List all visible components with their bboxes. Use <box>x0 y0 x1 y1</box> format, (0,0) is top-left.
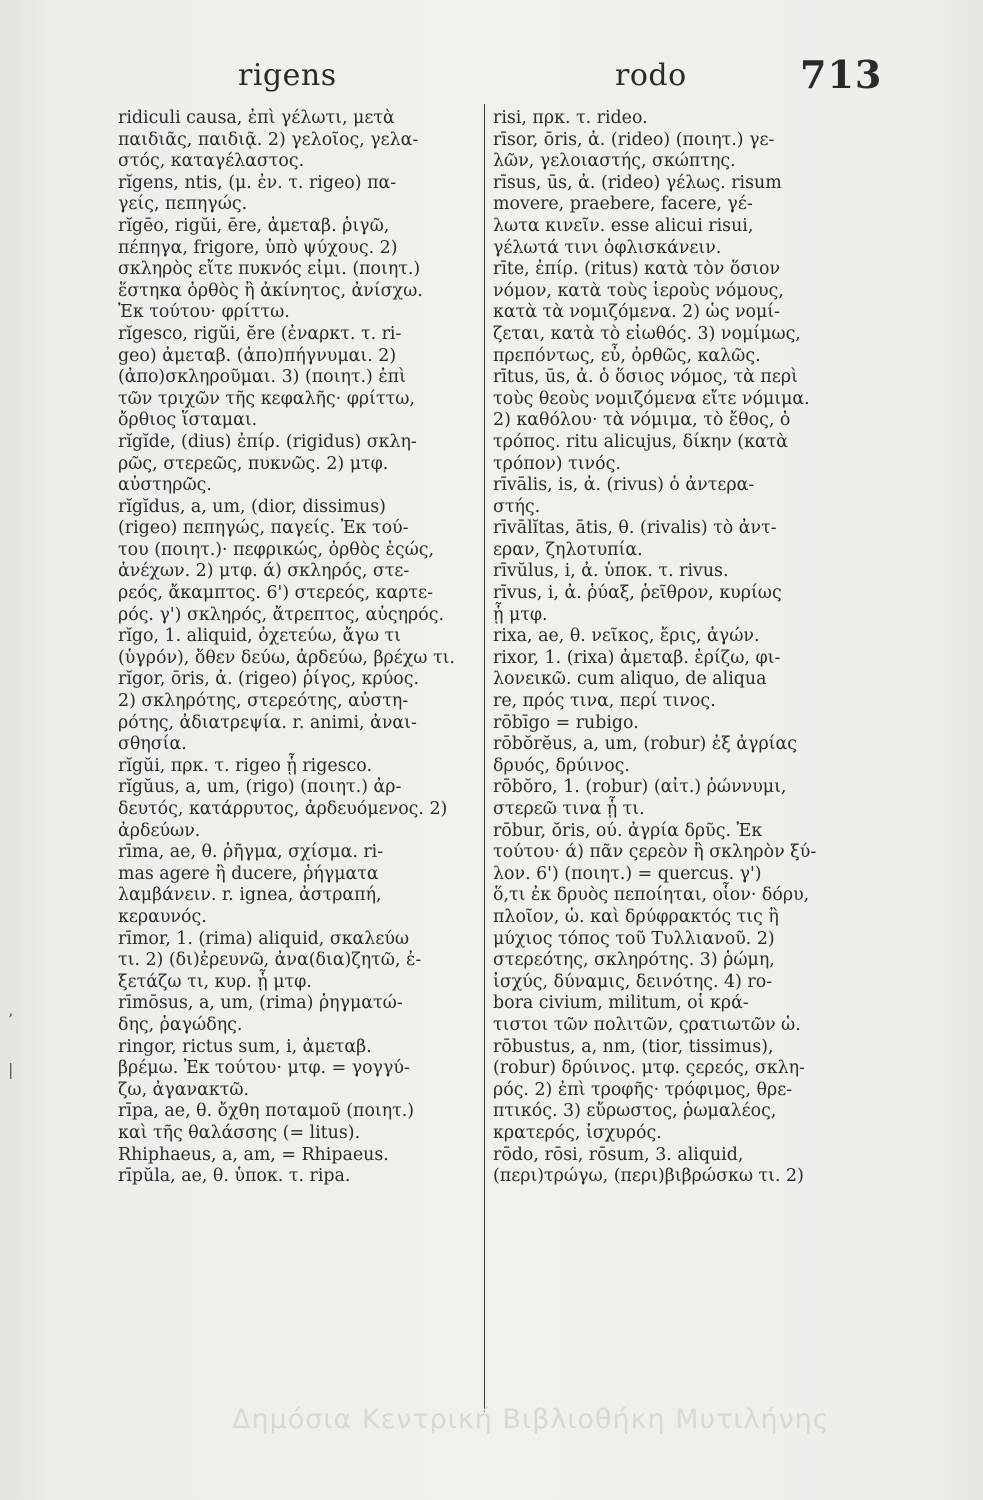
entry-line: γέλωτά τινι ὀφλισκάνειν. <box>493 237 722 258</box>
entry-line: πτικός. 3) εὔρωστος, ῥωμαλέος, <box>493 1101 777 1122</box>
entry-line: ᾗ μτφ. <box>493 604 548 625</box>
entry-line: τοὺς θεοὺς νομιζόμενα εἴτε νόμιμα. <box>493 388 810 409</box>
entry-line: μύχιος τόπος τοῦ Τυλλιανοῦ. 2) <box>493 928 775 949</box>
entry-line: ringor, rictus sum, i, ἀμεταβ. <box>118 1036 372 1057</box>
entry-line: δης, ῥαγώδης. <box>118 1014 243 1035</box>
dictionary-entry <box>493 1037 876 1145</box>
entry-line: rĭgĭdus, a, um, (dior, dissimus) <box>118 496 386 517</box>
dictionary-entry <box>493 583 876 626</box>
entry-line: ρῶς, στερεῶς, πυκνῶς. 2) μτφ. <box>118 453 389 474</box>
entry-line: (περι)τρώγω, (περι)βιβρώσκω τι. 2) <box>493 1166 804 1187</box>
entry-line: τιστοι τῶν πολιτῶν, ςρατιωτῶν ὡ. <box>493 1014 801 1035</box>
entry-line: rĭgŭi, πρκ. τ. rigeo ᾗ rigesco. <box>118 755 372 776</box>
entry-line: rīma, ae, θ. ῥῆγμα, σχίσμα. ri- <box>118 842 384 863</box>
dictionary-entry <box>118 1101 480 1144</box>
entry-line: ἕστηκα ὀρθὸς ἢ ἀκίνητος, ἀνίσχω. <box>118 280 423 301</box>
dictionary-entry <box>118 669 480 755</box>
entry-line: τρόπον) τινός. <box>493 453 621 474</box>
dictionary-entry <box>493 777 876 820</box>
dictionary-entry <box>118 497 480 627</box>
entry-line: rīmōsus, a, um, (rima) ῥηγματώ- <box>118 993 403 1014</box>
entry-line: ridiculi causa, ἐπὶ γέλωτι, μετὰ <box>118 108 395 128</box>
entry-line: rōbur, ŏris, ού. ἀγρία δρῦς. Ἐκ <box>493 820 763 841</box>
entry-line: ρότης, ἀδιατρεψία. r. animi, ἀναι- <box>118 712 417 733</box>
entry-line: εραν, ζηλοτυπία. <box>493 539 643 560</box>
page-number: 713 <box>800 52 883 97</box>
entry-line: geo) ἀμεταβ. (ἀπο)πήγνυμαι. 2) <box>118 345 397 366</box>
entry-line: ὅ,τι ἐκ δρυὸς πεποίηται, οἷον· δόρυ, <box>493 885 810 906</box>
column-divider <box>484 104 485 1412</box>
entry-line: παιδιᾶς, παιδιᾷ. 2) γελοῖος, γελα- <box>118 129 419 150</box>
entry-line: bora civium, militum, οἱ κρά- <box>493 993 749 1014</box>
dictionary-entry <box>118 993 480 1036</box>
entry-line: movere, praebere, facere, γέ- <box>493 194 753 215</box>
entry-line: Rhiphaeus, a, am, = Rhipaeus. <box>118 1144 389 1165</box>
dictionary-entry <box>118 756 480 778</box>
entry-line: ρός. 2) ἐπὶ τροφῆς· τρόφιμος, θρε- <box>493 1079 793 1100</box>
entry-line: rōbīgo = rubigo. <box>493 712 639 733</box>
entry-line: rĭgesco, rigŭi, ĕre (ἐναρκτ. τ. ri- <box>118 323 402 344</box>
entry-line: καὶ τῆς θαλάσσης (= litus). <box>118 1122 361 1143</box>
left-guide-word: rigens <box>238 58 337 93</box>
entry-line: rīvus, i, ἀ. ῥύαξ, ῥεῖθρον, κυρίως <box>493 583 782 604</box>
dictionary-entry <box>118 929 480 994</box>
dictionary-entry <box>493 367 876 475</box>
entry-line: λῶν, γελοιαστής, σκώπτης. <box>493 151 736 172</box>
entry-line: rōbŏro, 1. (robur) (αἰτ.) ῥώννυμι, <box>493 777 787 798</box>
entry-line: mas agere ἢ ducere, ῥήγματα <box>118 863 379 884</box>
entry-line: σθησία. <box>118 734 187 755</box>
dictionary-entry <box>118 173 480 216</box>
dictionary-entry <box>493 259 876 367</box>
entry-line: rīpa, ae, θ. ὄχθη ποταμοῦ (ποιητ.) <box>118 1101 415 1122</box>
dictionary-entry <box>493 821 876 1037</box>
dictionary-entry <box>493 475 876 518</box>
entry-line: rōbŏrĕus, a, um, (robur) ἐξ ἀγρίας <box>493 734 797 755</box>
dictionary-entry <box>493 1145 876 1188</box>
entry-line: rĭgens, ntis, (μ. ἐν. τ. rigeo) πα- <box>118 172 397 193</box>
entry-line: στής. <box>493 496 541 517</box>
entry-line: σκληρὸς εἴτε πυκνός εἰμι. (ποιητ.) <box>118 259 421 280</box>
entry-line: risi, πρκ. τ. rideo. <box>493 108 648 128</box>
entry-line: κατὰ τὰ νομιζόμενα. 2) ὡς νομί- <box>493 302 781 323</box>
entry-line: πρεπόντως, εὖ, ὀρθῶς, καλῶς. <box>493 345 761 366</box>
dictionary-entry <box>493 518 876 561</box>
entry-line: γείς, πεπηγώς. <box>118 194 248 215</box>
entry-line: ἀρδεύων. <box>118 820 201 841</box>
entry-line: του (ποιητ.)· πεφρικώς, ὀρθὸς ἑςώς, <box>118 539 435 560</box>
margin-mark: | <box>8 1060 14 1079</box>
entry-line: rĭgĭde, (dius) ἐπίρ. (rigidus) σκλη- <box>118 431 417 452</box>
entry-line: 2) καθόλου· τὰ νόμιμα, τὸ ἔθος, ὁ <box>493 410 791 431</box>
dictionary-entry <box>118 842 480 928</box>
entry-line: rixor, 1. (rixa) ἀμεταβ. ἐρίζω, φι- <box>493 647 781 668</box>
dictionary-entry <box>493 561 876 583</box>
entry-line: λωτα κινεῖν. esse alicui risui, <box>493 215 754 236</box>
entry-line: αὐστηρῶς. <box>118 475 212 496</box>
dictionary-entry <box>493 173 876 259</box>
entry-line: λονεικῶ. cum aliquo, de aliqua <box>493 669 767 690</box>
entry-line: rīvālis, is, ἀ. (rivus) ὁ ἀντερα- <box>493 475 755 496</box>
entry-line: δρυός, δρύινος. <box>493 755 630 776</box>
dictionary-entry <box>493 713 876 735</box>
entry-line: rĭgo, 1. aliquid, ὀχετεύω, ἄγω τι <box>118 626 401 647</box>
entry-line: rixa, ae, θ. νεῖκος, ἔρις, ἀγών. <box>493 626 760 647</box>
entry-line: rīvŭlus, i, ἀ. ὑποκ. τ. rivus. <box>493 561 729 582</box>
library-watermark: Δημόσια Κεντρική Βιβλιοθήκη Μυτιλήνης <box>232 1404 830 1435</box>
dictionary-entry <box>118 216 480 324</box>
dictionary-entry <box>118 777 480 842</box>
entry-line: τούτου· ά) πᾶν ςερεὸν ἢ σκληρὸν ξύ- <box>493 842 817 863</box>
entry-line: ρεός, ἄκαμπτος. 6') στερεός, καρτε- <box>118 583 433 604</box>
entry-line: (ἀπο)σκληροῦμαι. 3) (ποιητ.) ἐπὶ <box>118 367 406 388</box>
entry-line: (ὑγρόν), ὅθεν δεύω, ἀρδεύω, βρέχω τι. <box>118 647 455 668</box>
margin-mark: ’ <box>8 1010 14 1029</box>
entry-line: πέπηγα, frigore, ὑπὸ ψύχους. 2) <box>118 237 398 258</box>
entry-line: rītus, ūs, ἀ. ὁ ὅσιος νόμος, τὰ περὶ <box>493 367 798 388</box>
entry-line: (robur) δρύινος. μτφ. ςερεός, σκλη- <box>493 1058 805 1079</box>
dictionary-entry <box>118 1145 480 1167</box>
entry-line: τι. 2) (δι)ἐρευνῶ, ἀνα(δια)ζητῶ, ἐ- <box>118 950 422 971</box>
entry-line: στός, καταγέλαστος. <box>118 151 305 172</box>
dictionary-entry <box>493 130 876 173</box>
entry-line: rōbustus, a, nm, (tior, tissimus), <box>493 1036 774 1057</box>
entry-line: 2) σκληρότης, στερεότης, αὐστη- <box>118 691 409 712</box>
entry-line: ζεται, κατὰ τὸ εἰωθός. 3) νομίμως, <box>493 323 801 344</box>
entry-line: στερεότης, σκληρότης. 3) ῥώμη, <box>493 950 775 971</box>
right-column <box>493 108 876 1408</box>
dictionary-entry <box>493 108 876 130</box>
entry-line: ρός. γ') σκληρός, ἄτρεπτος, αὐςηρός. <box>118 604 444 625</box>
dictionary-entry <box>118 324 480 432</box>
entry-line: βρέμω. Ἐκ τούτου· μτφ. = γογγύ- <box>118 1058 410 1079</box>
dictionary-entry <box>493 626 876 648</box>
entry-line: Ἐκ τούτου· φρίττω. <box>118 302 290 323</box>
entry-line: (rigeo) πεπηγώς, παγείς. Ἐκ τού- <box>118 518 409 539</box>
entry-line: ἰσχύς, δύναμις, δεινότης. 4) ro- <box>493 971 773 992</box>
entry-line: λαμβάνειν. r. ignea, ἀστραπή, <box>118 885 382 906</box>
entry-line: ζω, ἀγανακτῶ. <box>118 1079 250 1100</box>
entry-line: rīsor, ōris, ἀ. (rideo) (ποιητ.) γε- <box>493 129 775 150</box>
entry-line: rĭgor, ōris, ἀ. (rigeo) ῥίγος, κρύος. <box>118 669 420 690</box>
entry-line: rīmor, 1. (rima) aliquid, σκαλεύω <box>118 928 410 949</box>
dictionary-entry <box>118 108 480 173</box>
page-header <box>0 52 983 102</box>
entry-line: νόμον, κατὰ τοὺς ἱεροὺς νόμους, <box>493 280 784 301</box>
entry-line: τῶν τριχῶν τῆς κεφαλῆς· φρίττω, <box>118 388 415 409</box>
entry-line: πλοῖον, ὡ. καὶ δρύφρακτός τις ἢ <box>493 906 779 927</box>
entry-line: τρόπος. ritu alicujus, δίκην (κατὰ <box>493 431 789 452</box>
entry-line: ὄρθιος ἵσταμαι. <box>118 410 258 431</box>
dictionary-entry <box>493 648 876 713</box>
entry-line: rīsus, ūs, ἀ. (rideo) γέλως. risum <box>493 172 782 193</box>
dictionary-entry <box>493 734 876 777</box>
entry-line: δευτός, κατάρρυτος, ἀρδευόμενος. 2) <box>118 799 448 819</box>
entry-line: λον. 6') (ποιητ.) = quercus. γ') <box>493 863 762 884</box>
entry-line: κεραυνός. <box>118 906 207 927</box>
entry-line: rĭgēo, rigŭi, ēre, ἀμεταβ. ῥιγῶ, <box>118 215 390 236</box>
dictionary-entry <box>118 1166 480 1188</box>
dictionary-entry <box>118 432 480 497</box>
entry-line: rīvālĭtas, ātis, θ. (rivalis) τὸ ἀντ- <box>493 518 777 539</box>
entry-line: ἀνέχων. 2) μτφ. ά) σκληρός, στε- <box>118 561 410 582</box>
entry-line: rōdo, rōsi, rōsum, 3. aliquid, <box>493 1144 744 1165</box>
entry-line: rĭgŭus, a, um, (rigo) (ποιητ.) ἀρ- <box>118 777 402 798</box>
entry-line: rīpŭla, ae, θ. ὑποκ. τ. ripa. <box>118 1166 351 1187</box>
left-column <box>118 108 480 1408</box>
entry-line: ξετάζω τι, κυρ. ᾗ μτφ. <box>118 971 312 992</box>
dictionary-entry <box>118 1037 480 1102</box>
entry-line: στερεῶ τινα ᾗ τι. <box>493 799 645 819</box>
dictionary-entry <box>118 626 480 669</box>
entry-line: rīte, ἐπίρ. (ritus) κατὰ τὸν ὅσιον <box>493 259 781 280</box>
entry-line: re, πρός τινα, περί τινος. <box>493 691 716 712</box>
right-guide-word: rodo <box>615 58 687 93</box>
entry-line: κρατερός, ἰσχυρός. <box>493 1122 662 1143</box>
